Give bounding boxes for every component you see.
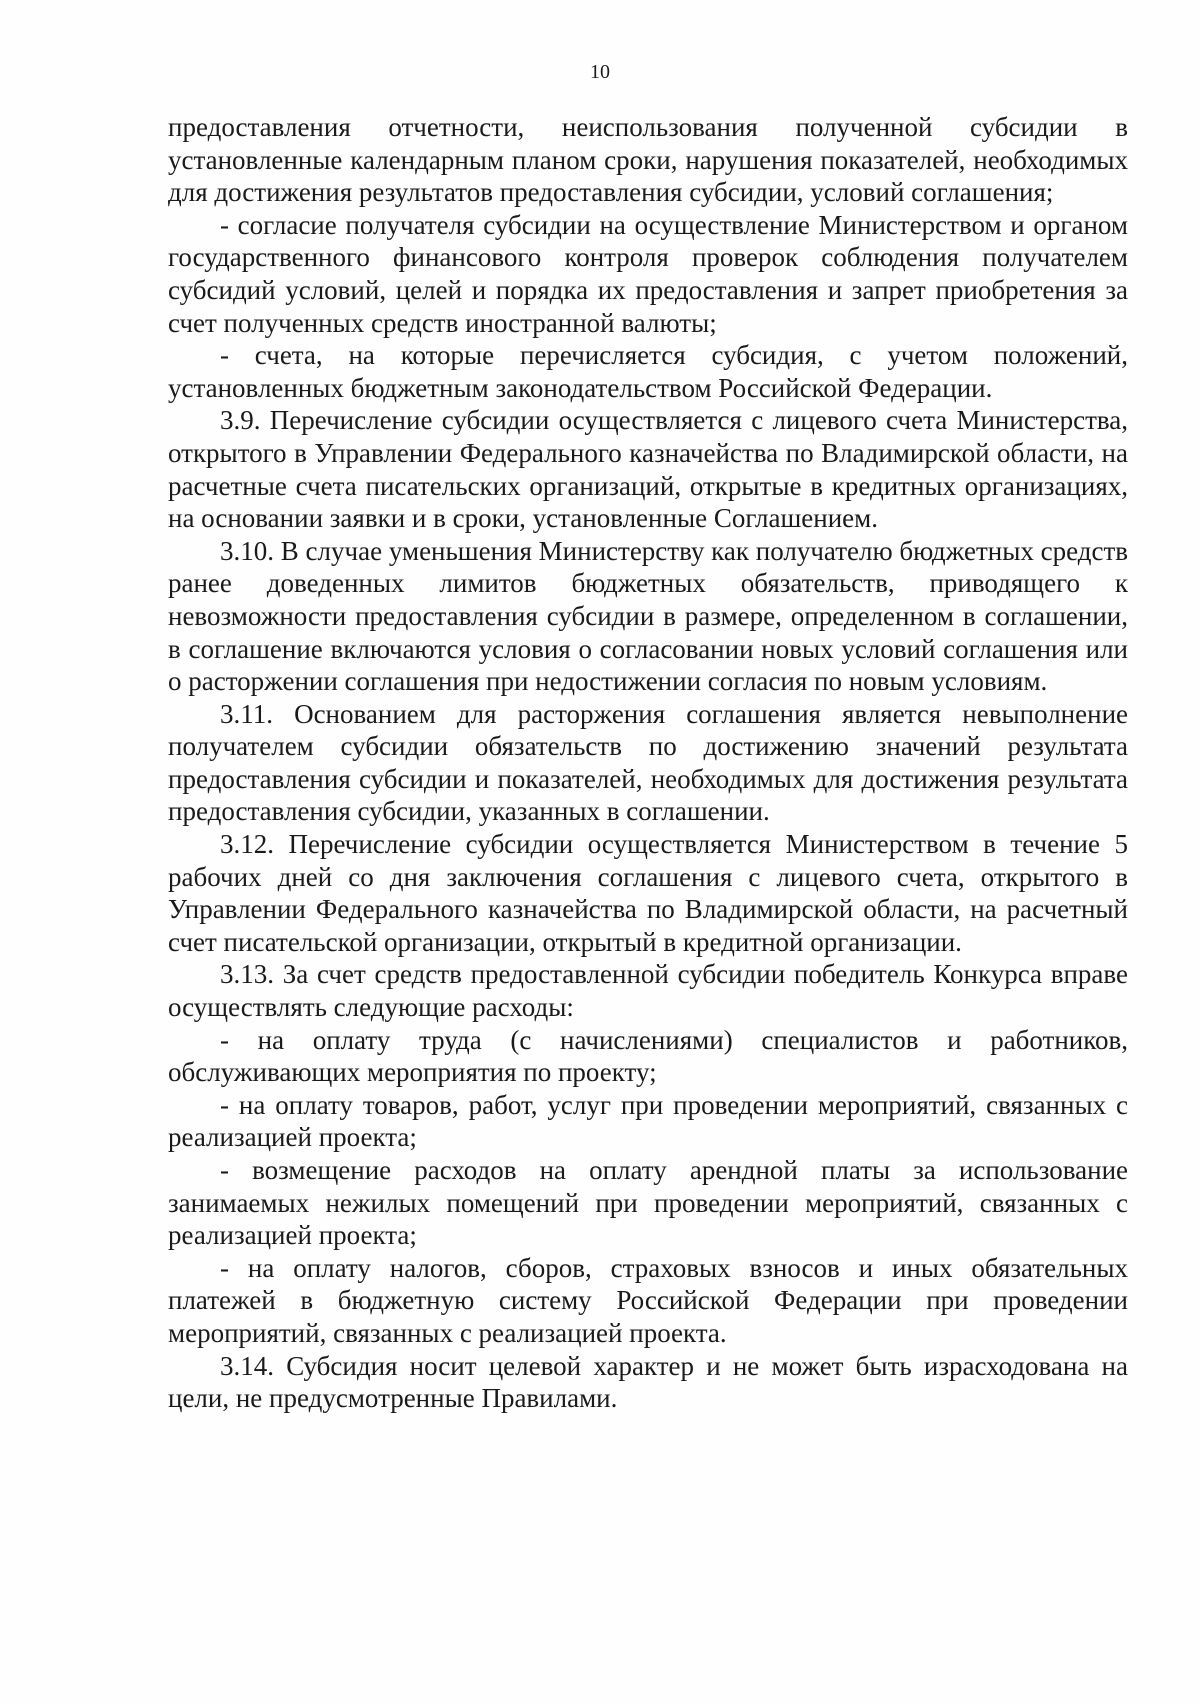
paragraph: - возмещение расходов на оплату арендной платы за использование занимаемых нежилых помещений при проведении мероприятий, связанных с реализацией проекта; (168, 1155, 1128, 1251)
paragraph: - на оплату труда (с начислениями) специалистов и работников, обслуживающих мероприятия по проекту; (168, 1024, 1128, 1088)
paragraph: 3.13. За счет средств предоставленной субсидии победитель Конкурса вправе осуществлять следующие расходы: (168, 959, 1128, 1023)
paragraph: 3.11. Основанием для расторжения соглашения является невыполнение получателем субсидии обязательств по достижению значений результата предоставления субсидии и показателей, необходимых для достижения результата предоставления субсидии, указанных в соглашении. (168, 698, 1128, 827)
paragraph: - счета, на которые перечисляется субсидия, с учетом положений, установленных бюджетным законодательством Российской Федерации. (168, 340, 1128, 403)
paragraph: - согласие получателя субсидии на осуществление Министерством и органом государственного финансового контроля проверок соблюдения получателем субсидий условий, целей и порядка их предоставления и запрет приобретения за счет полученных средств иностранной валюты; (168, 209, 1128, 338)
paragraph: 3.10. В случае уменьшения Министерству как получателю бюджетных средств ранее доведенных лимитов бюджетных обязательств, приводящего к невозможности предоставления субсидии в размере, определенном в соглашении, в соглашение включаются условия о согласовании новых условий соглашения или о расторжении соглашения при недостижении согласия по новым условиям. (168, 535, 1128, 697)
paragraph: - на оплату налогов, сборов, страховых взносов и иных обязательных платежей в бюджетную систему Российской Федерации при проведении мероприятий, связанных с реализацией проекта. (168, 1252, 1128, 1348)
page-number: 10 (590, 61, 610, 83)
paragraph: - на оплату товаров, работ, услуг при проведении мероприятий, связанных с реализацией проекта; (168, 1089, 1128, 1153)
document-body (168, 111, 1128, 1415)
paragraph: 3.12. Перечисление субсидии осуществляется Министерством в течение 5 рабочих дней со дня заключения соглашения с лицевого счета, открытого в Управлении Федерального казначейства по Владимирской области, на расчетный счет писательской организации, открытый в кредитной организации. (168, 829, 1128, 957)
paragraph: 3.14. Субсидия носит целевой характер и не может быть израсходована на цели, не предусмотренные Правилами. (168, 1350, 1128, 1414)
paragraph: 3.9. Перечисление субсидии осуществляется с лицевого счета Министерства, открытого в Управлении Федерального казначейства по Владимирской области, на расчетные счета писательских организаций, открытые в кредитных организациях, на основании заявки и в сроки, установленные Соглашением. (168, 405, 1128, 534)
paragraph: предоставления отчетности, неиспользования полученной субсидии в установленные календарным планом сроки, нарушения показателей, необходимых для достижения результатов предоставления субсидии, условий соглашения; (168, 112, 1128, 208)
